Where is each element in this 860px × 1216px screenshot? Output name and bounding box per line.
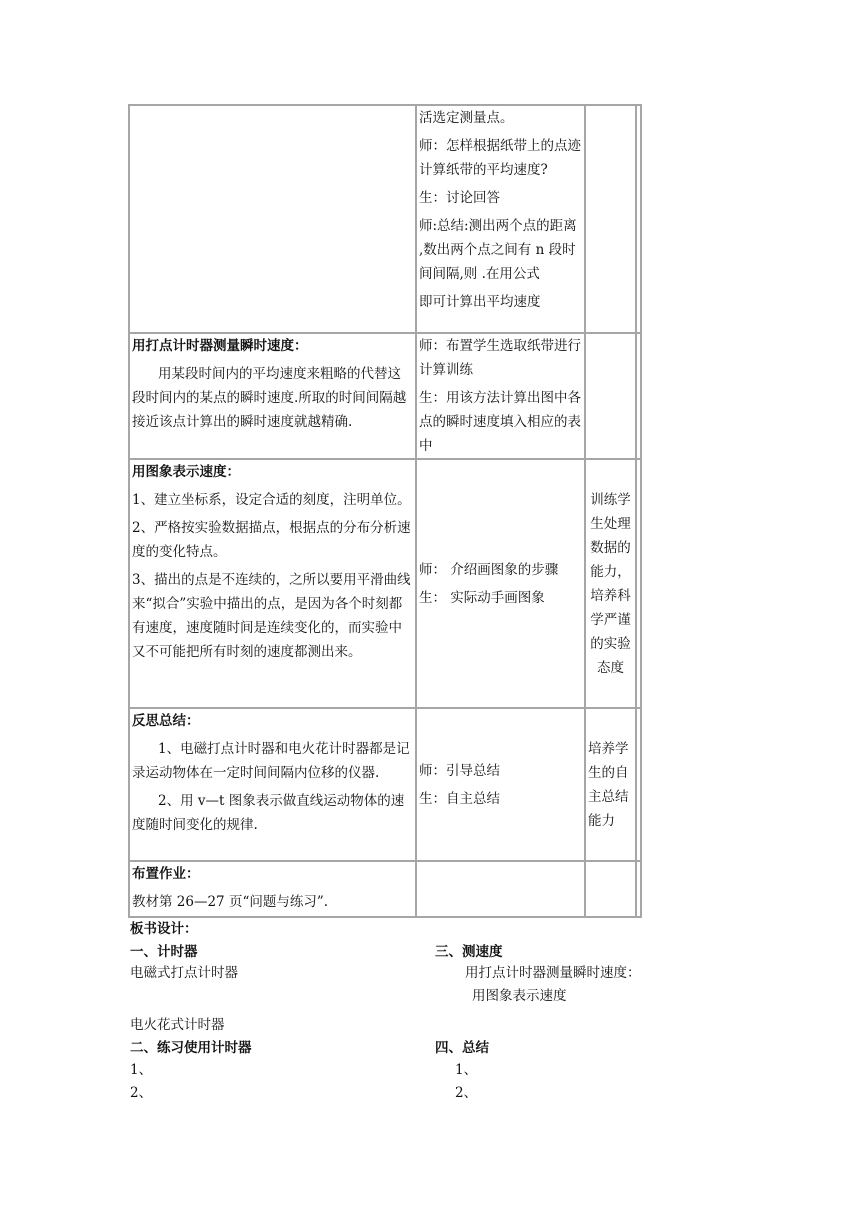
section-two-item: 2、 — [130, 1085, 153, 1101]
section-four-item: 2、 — [455, 1085, 478, 1101]
list-item: 2、严格按实验数据描点，根据点的分布分析速度的变化特点。 — [132, 520, 411, 560]
list-item: 2、用 v—t 图象表示做直线运动物体的速度随时间变化的规律. — [132, 793, 405, 833]
section-two-title: 二、练习使用计时器 — [130, 1040, 252, 1056]
activity-line: 师:总结:测出两个点的距离 ,数出两个点之间有 n 段时间间隔,则 .在用公式 — [419, 218, 577, 282]
lesson-plan-table — [128, 104, 642, 918]
section-three-title: 三、测速度 — [435, 944, 503, 960]
goal-cell — [585, 459, 636, 708]
section-one-item: 电磁式打点计时器 — [130, 965, 238, 981]
goal-cell — [585, 105, 636, 333]
table-row — [129, 333, 641, 459]
section-three-item: 用图象表示速度 — [472, 988, 567, 1004]
goal-cell — [585, 708, 636, 861]
extra-cell — [636, 459, 641, 708]
activity-cell — [416, 333, 585, 459]
extra-cell — [636, 105, 641, 333]
activity-line: 生：讨论回答 — [419, 190, 500, 206]
goal-cell — [585, 861, 636, 917]
goal-cell — [585, 333, 636, 459]
table-row — [129, 861, 641, 917]
goal-text: 训练学生处理数据的能力，培养科学严谨的实验态度 — [590, 491, 631, 676]
activity-line: 生：自主总结 — [419, 790, 500, 807]
content-cell — [129, 708, 416, 861]
activity-line: 师：引导总结 — [419, 762, 500, 779]
list-item: 1、电磁打点计时器和电火花计时器都是记录运动物体在一定时间间隔内位移的仪器. — [132, 741, 410, 781]
extra-cell — [636, 861, 641, 917]
section-heading: 用打点计时器测量瞬时速度： — [132, 338, 308, 354]
content-cell — [129, 333, 416, 459]
section-one-title: 一、计时器 — [130, 944, 198, 960]
section-heading: 用图象表示速度： — [132, 464, 240, 480]
activity-line: 活选定测量点。 — [419, 110, 514, 126]
extra-cell — [636, 708, 641, 861]
table-row — [129, 459, 641, 708]
board-title: 板书设计： — [130, 921, 198, 937]
section-two-item: 1、 — [130, 1062, 153, 1078]
section-heading: 反思总结： — [132, 713, 200, 729]
table-row — [129, 708, 641, 861]
section-heading: 布置作业： — [132, 866, 200, 882]
activity-cell — [416, 459, 585, 708]
activity-cell — [416, 861, 585, 917]
section-body: 用某段时间内的平均速度来粗略的代替这段时间内的某点的瞬时速度.所取的时间间隔越接近该点计算出的瞬时速度就越精确. — [132, 366, 407, 430]
extra-cell — [636, 333, 641, 459]
goal-text: 培养学生的自主总结能力 — [588, 740, 629, 829]
table-row — [129, 105, 641, 333]
section-four-title: 四、总结 — [435, 1040, 489, 1056]
activity-cell — [416, 105, 585, 333]
section-body: 教材第 26—27 页“问题与练习”. — [132, 894, 329, 910]
section-four-item: 1、 — [455, 1062, 478, 1078]
activity-line: 师： 介绍画图象的步骤 — [419, 561, 559, 578]
activity-line: 师：布置学生选取纸带进行计算训练 — [419, 338, 581, 378]
section-one-item: 电火花式计时器 — [130, 1017, 225, 1033]
content-cell — [129, 105, 416, 333]
activity-line: 师：怎样根据纸带上的点迹计算纸带的平均速度? — [419, 138, 581, 178]
activity-line: 生： 实际动手画图象 — [419, 589, 545, 606]
activity-line: 生：用该方法计算出图中各点的瞬时速度填入相应的表中 — [419, 390, 581, 454]
activity-cell — [416, 708, 585, 861]
list-item: 3、描出的点是不连续的，之所以要用平滑曲线来“拟合”实验中描出的点，是因为各个时刻都有速度，速度随时间是连续变化的，而实验中又不可能把所有时刻的速度都测出来。 — [132, 572, 411, 660]
content-cell — [129, 861, 416, 917]
list-item: 1、建立坐标系，设定合适的刻度，注明单位。 — [132, 492, 411, 508]
activity-line: 即可计算出平均速度 — [419, 294, 541, 310]
section-three-item: 用打点计时器测量瞬时速度： — [465, 965, 641, 981]
content-cell — [129, 459, 416, 708]
